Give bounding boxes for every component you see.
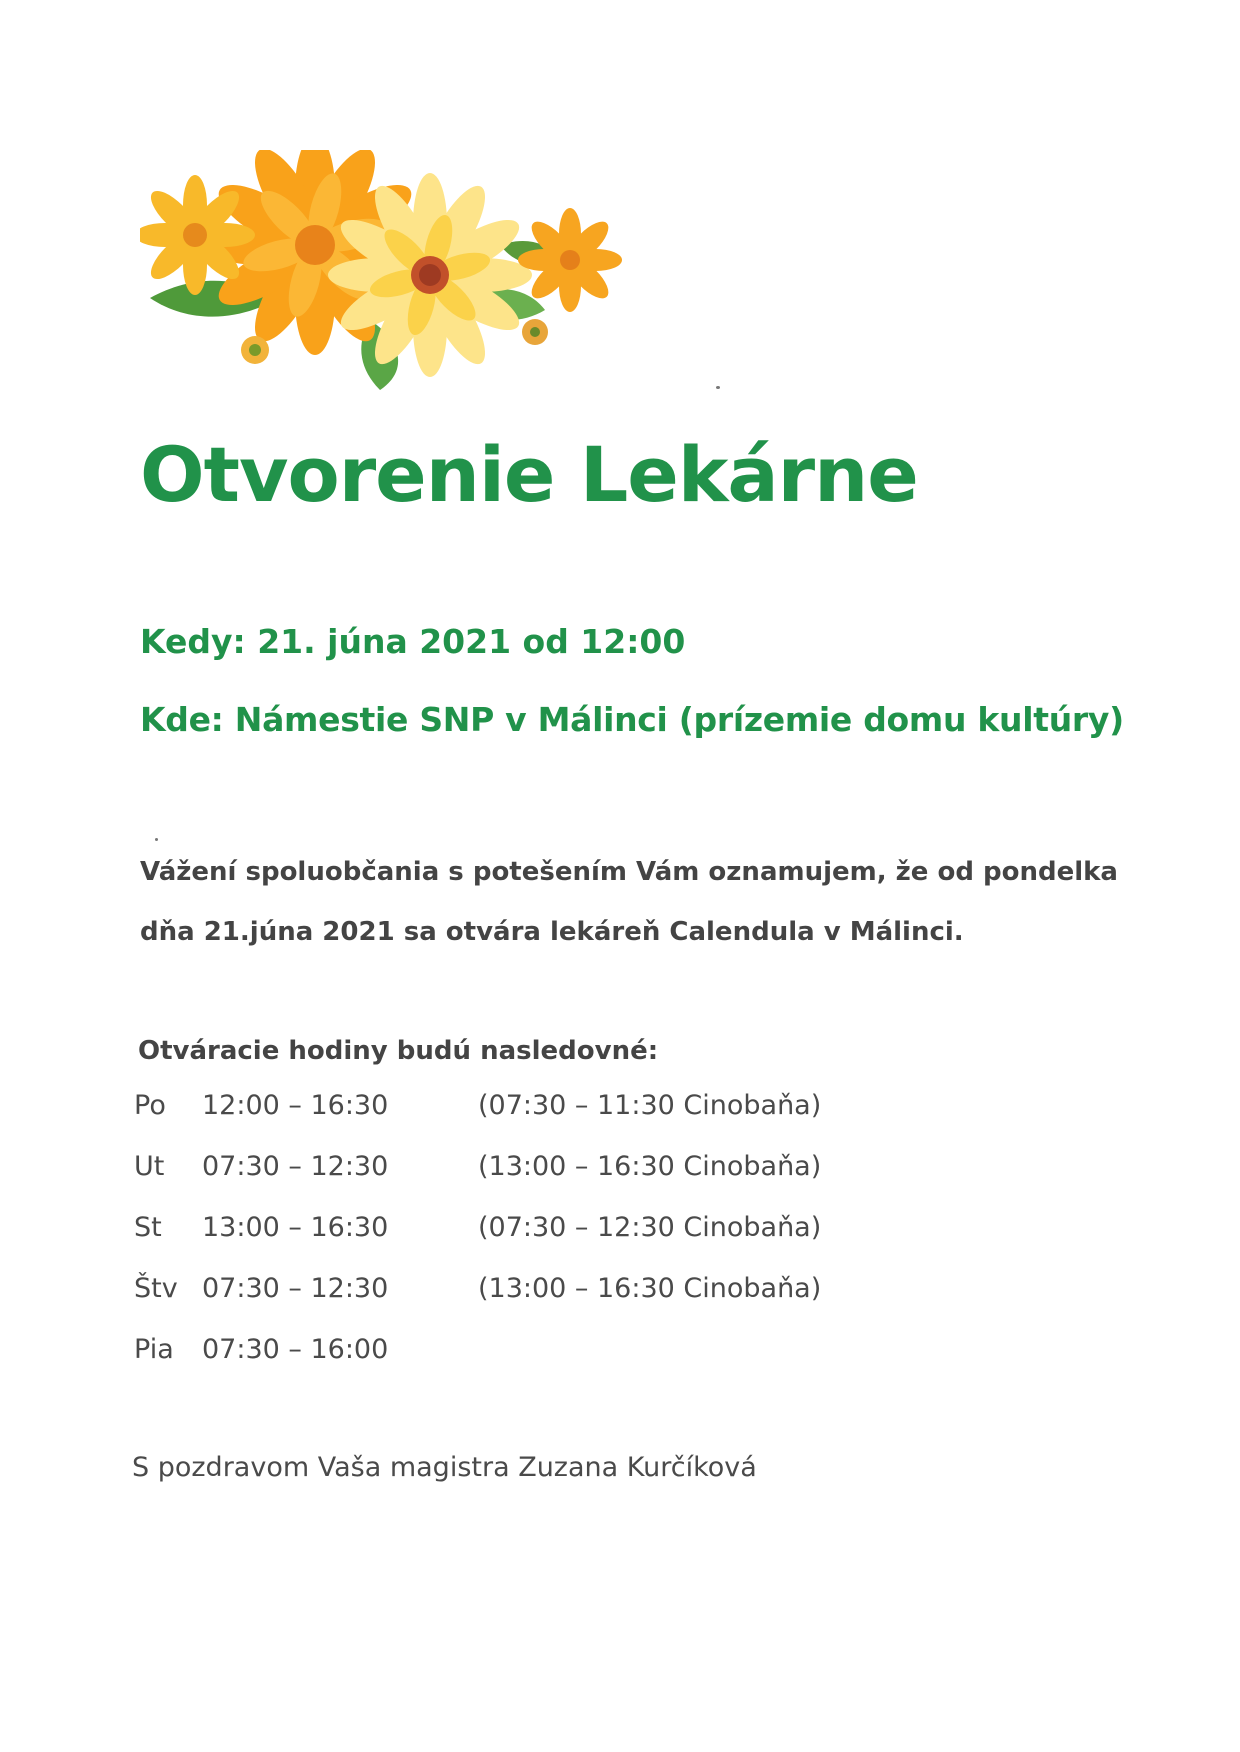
scan-speck [716,386,720,389]
opening-hours-heading: Otváracie hodiny budú nasledovné: [138,1036,659,1066]
announcement-paragraph [140,842,1140,962]
page-title: Otvorenie Lekárne [140,430,918,519]
schedule-hours: 07:30 – 16:00 [202,1334,389,1365]
schedule-other-location: (07:30 – 11:30 Cinobaňa) [478,1090,822,1121]
announcement-line: dňa 21.júna 2021 sa otvára lekáreň Calendula v Málinci. [140,917,964,947]
schedule-hours: 13:00 – 16:30 [202,1212,389,1243]
schedule-day: Po [134,1090,166,1121]
announcement-line: Vážení spoluobčania s potešením Vám oznamujem, že od pondelka [140,857,1118,887]
calendula-flowers-image [140,150,630,400]
schedule-hours: 12:00 – 16:30 [202,1090,389,1121]
event-date: Kedy: 21. júna 2021 od 12:00 [140,622,686,661]
signature: S pozdravom Vaša magistra Zuzana Kurčíková [132,1452,757,1483]
schedule-day: St [134,1212,162,1243]
scan-speck [155,838,158,841]
schedule-day: Pia [134,1334,174,1365]
event-location: Kde: Námestie SNP v Málinci (prízemie domu kultúry) [140,700,1124,739]
schedule-hours: 07:30 – 12:30 [202,1151,389,1182]
schedule-other-location: (13:00 – 16:30 Cinobaňa) [478,1273,822,1304]
schedule-other-location: (13:00 – 16:30 Cinobaňa) [478,1151,822,1182]
schedule-other-location: (07:30 – 12:30 Cinobaňa) [478,1212,822,1243]
schedule-hours: 07:30 – 12:30 [202,1273,389,1304]
schedule-day: Ut [134,1151,165,1182]
schedule-day: Štv [134,1273,178,1304]
